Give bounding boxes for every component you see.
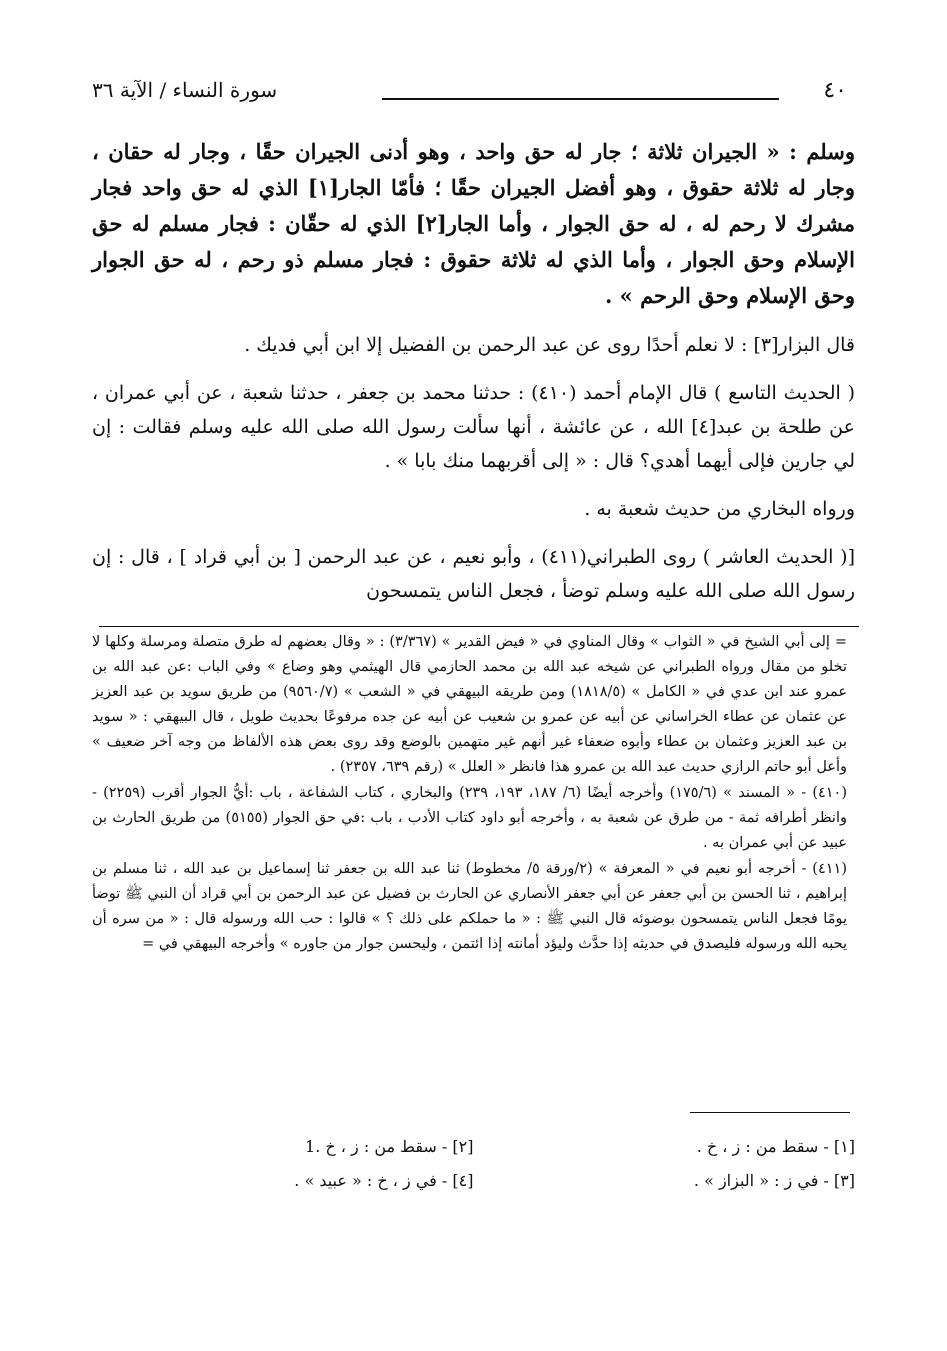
manuscript-variants — [92, 1130, 855, 1198]
page-number: ٤٠ — [823, 78, 847, 103]
variants-row — [92, 1130, 855, 1164]
bazzar-comment: قال البزار[٣] : لا نعلم أحدًا روى عن عبد الرحمن بن الفضيل إلا ابن أبي فديك . — [244, 334, 855, 356]
footnote-411: (٤١١) - أخرجه أبو نعيم في « المعرفة » (٢/ورقة ٥/ مخطوط) ثنا عبد الله بن جعفر ثنا إسماعيل بن عبد الله ، ثنا مسلم بن إبراهيم ، ثنا الحسن بن أبي جعفر عن أبي جعفر الأنصاري عن الحارث بن فضيل عن عبد الرحمن بن أبي قراد أن النبي ﷺ توضأ يومًا فجعل الناس يتمسحون بوضوئه قال النبي ﷺ : « ما حملكم على ذلك ؟ » قالوا : حب الله ورسوله قال : « من سره أن يحبه الله ورسوله فليصدق في حديثه إذا حدَّث وليؤد أمانته إذا ائتمن ، وليحسن جوار من جاوره » وأخرجه البيهقي في = — [92, 861, 847, 952]
page-header — [92, 78, 847, 112]
main-text — [92, 134, 855, 608]
footnote-divider — [99, 626, 859, 627]
variant-note-1: [١] - سقط من : ز ، خ . — [696, 1137, 855, 1156]
variant-note-3: [٣] - في ز : « البزاز » . — [693, 1171, 855, 1190]
footnote-continuation: = إلى أبي الشيخ في « الثواب » وقال المناوي في « فيض القدير » (٣/٣٦٧) : « وقال بعضهم له طرق متصلة ومرسلة وكلها لا تخلو من مقال ورواه الطبراني عن شيخه عبد الله بن محمد الحازمي قال الهيثمي وهو وضاع » وفي الباب :عن عبد الله بن عمرو عند ابن عدي في « الكامل » (١٨١٨/٥) ومن طريقه البيهقي في « الشعب » (٩٥٦٠/٧) من طريق سويد بن عبد العزيز عن عثمان عن عطاء الخراساني عن أبيه عن عمرو بن شعيب عن أبيه عن جده مرفوعًا بحديث طويل ، قال البيهقي : « سويد بن عبد العزيز وعثمان بن عطاء وأبوه ضعفاء غير أنهم غير متهمين بالوضع وقد روى بعض هذه الألفاظ من وجه آخر ضعيف » وأعل أبو حاتم الرازي حديث عبد الله بن عمرو هذا فانظر « العلل » (رقم ٦٣٩، ٢٣٥٧) . — [92, 634, 847, 775]
header-rule — [382, 98, 779, 100]
hadith-neighbors: وسلم : « الجيران ثلاثة ؛ جار له حق واحد ، وهو أدنى الجيران حقًا ، وجار له حقان ، وجار له ثلاثة حقوق ، وهو أفضل الجيران حقًا ؛ فأمّا الجار[١] الذي له حق واحد فجار مشرك لا رحم له ، له حق الجوار ، وأما الجار[٢] الذي له حقّان : فجار مسلم له حق الإسلام وحق الجوار ، وأما الذي له ثلاثة حقوق : فجار مسلم ذو رحم ، له حق الجوار وحق الإسلام وحق الرحم » . — [92, 139, 856, 308]
footnote-410: (٤١٠) - « المسند » (١٧٥/٦) وأخرجه أيضًا (٦/ ١٨٧، ١٩٣، ٢٣٩) والبخاري ، كتاب الشفاعة ، باب :أيُّ الجوار أقرب (٢٢٥٩) - وانظر أطرافه ثمة - من طرق عن شعبة به ، وأخرجه أبو داود كتاب الأدب ، باب :في حق الجوار (٥١٥٥) من طريق الحارث بن عبيد عن أبي عمران به . — [92, 785, 848, 851]
footnotes — [92, 630, 847, 958]
tenth-hadith: [( الحديث العاشر ) روى الطبراني(٤١١) ، وأبو نعيم ، عن عبد الرحمن [ بن أبي قراد ] ، قال : إن رسول الله صلى الله عليه وسلم توضأ ، فجعل الناس يتمسحون — [92, 546, 855, 602]
bukhari-note: ورواه البخاري من حديث شعبة به . — [584, 498, 855, 520]
ninth-hadith: ( الحديث التاسع ) قال الإمام أحمد (٤١٠) : حدثنا محمد بن جعفر ، حدثنا شعبة ، عن أبي عمران ، عن طلحة بن عبد[٤] الله ، عن عائشة ، أنها سألت رسول الله صلى الله عليه وسلم فقالت : إن لي جارين فإلى أيهما أهدي؟ قال : « إلى أقربهما منك بابا » . — [92, 382, 856, 472]
variants-row — [92, 1164, 855, 1198]
variant-note-4: [٤] - في ز ، خ : « عبيد » . — [294, 1171, 474, 1190]
variants-divider — [690, 1112, 850, 1113]
variant-note-2: [٢] - سقط من : ز ، خ .1 — [305, 1137, 474, 1156]
running-title: سورة النساء / الآية ٣٦ — [92, 78, 278, 102]
